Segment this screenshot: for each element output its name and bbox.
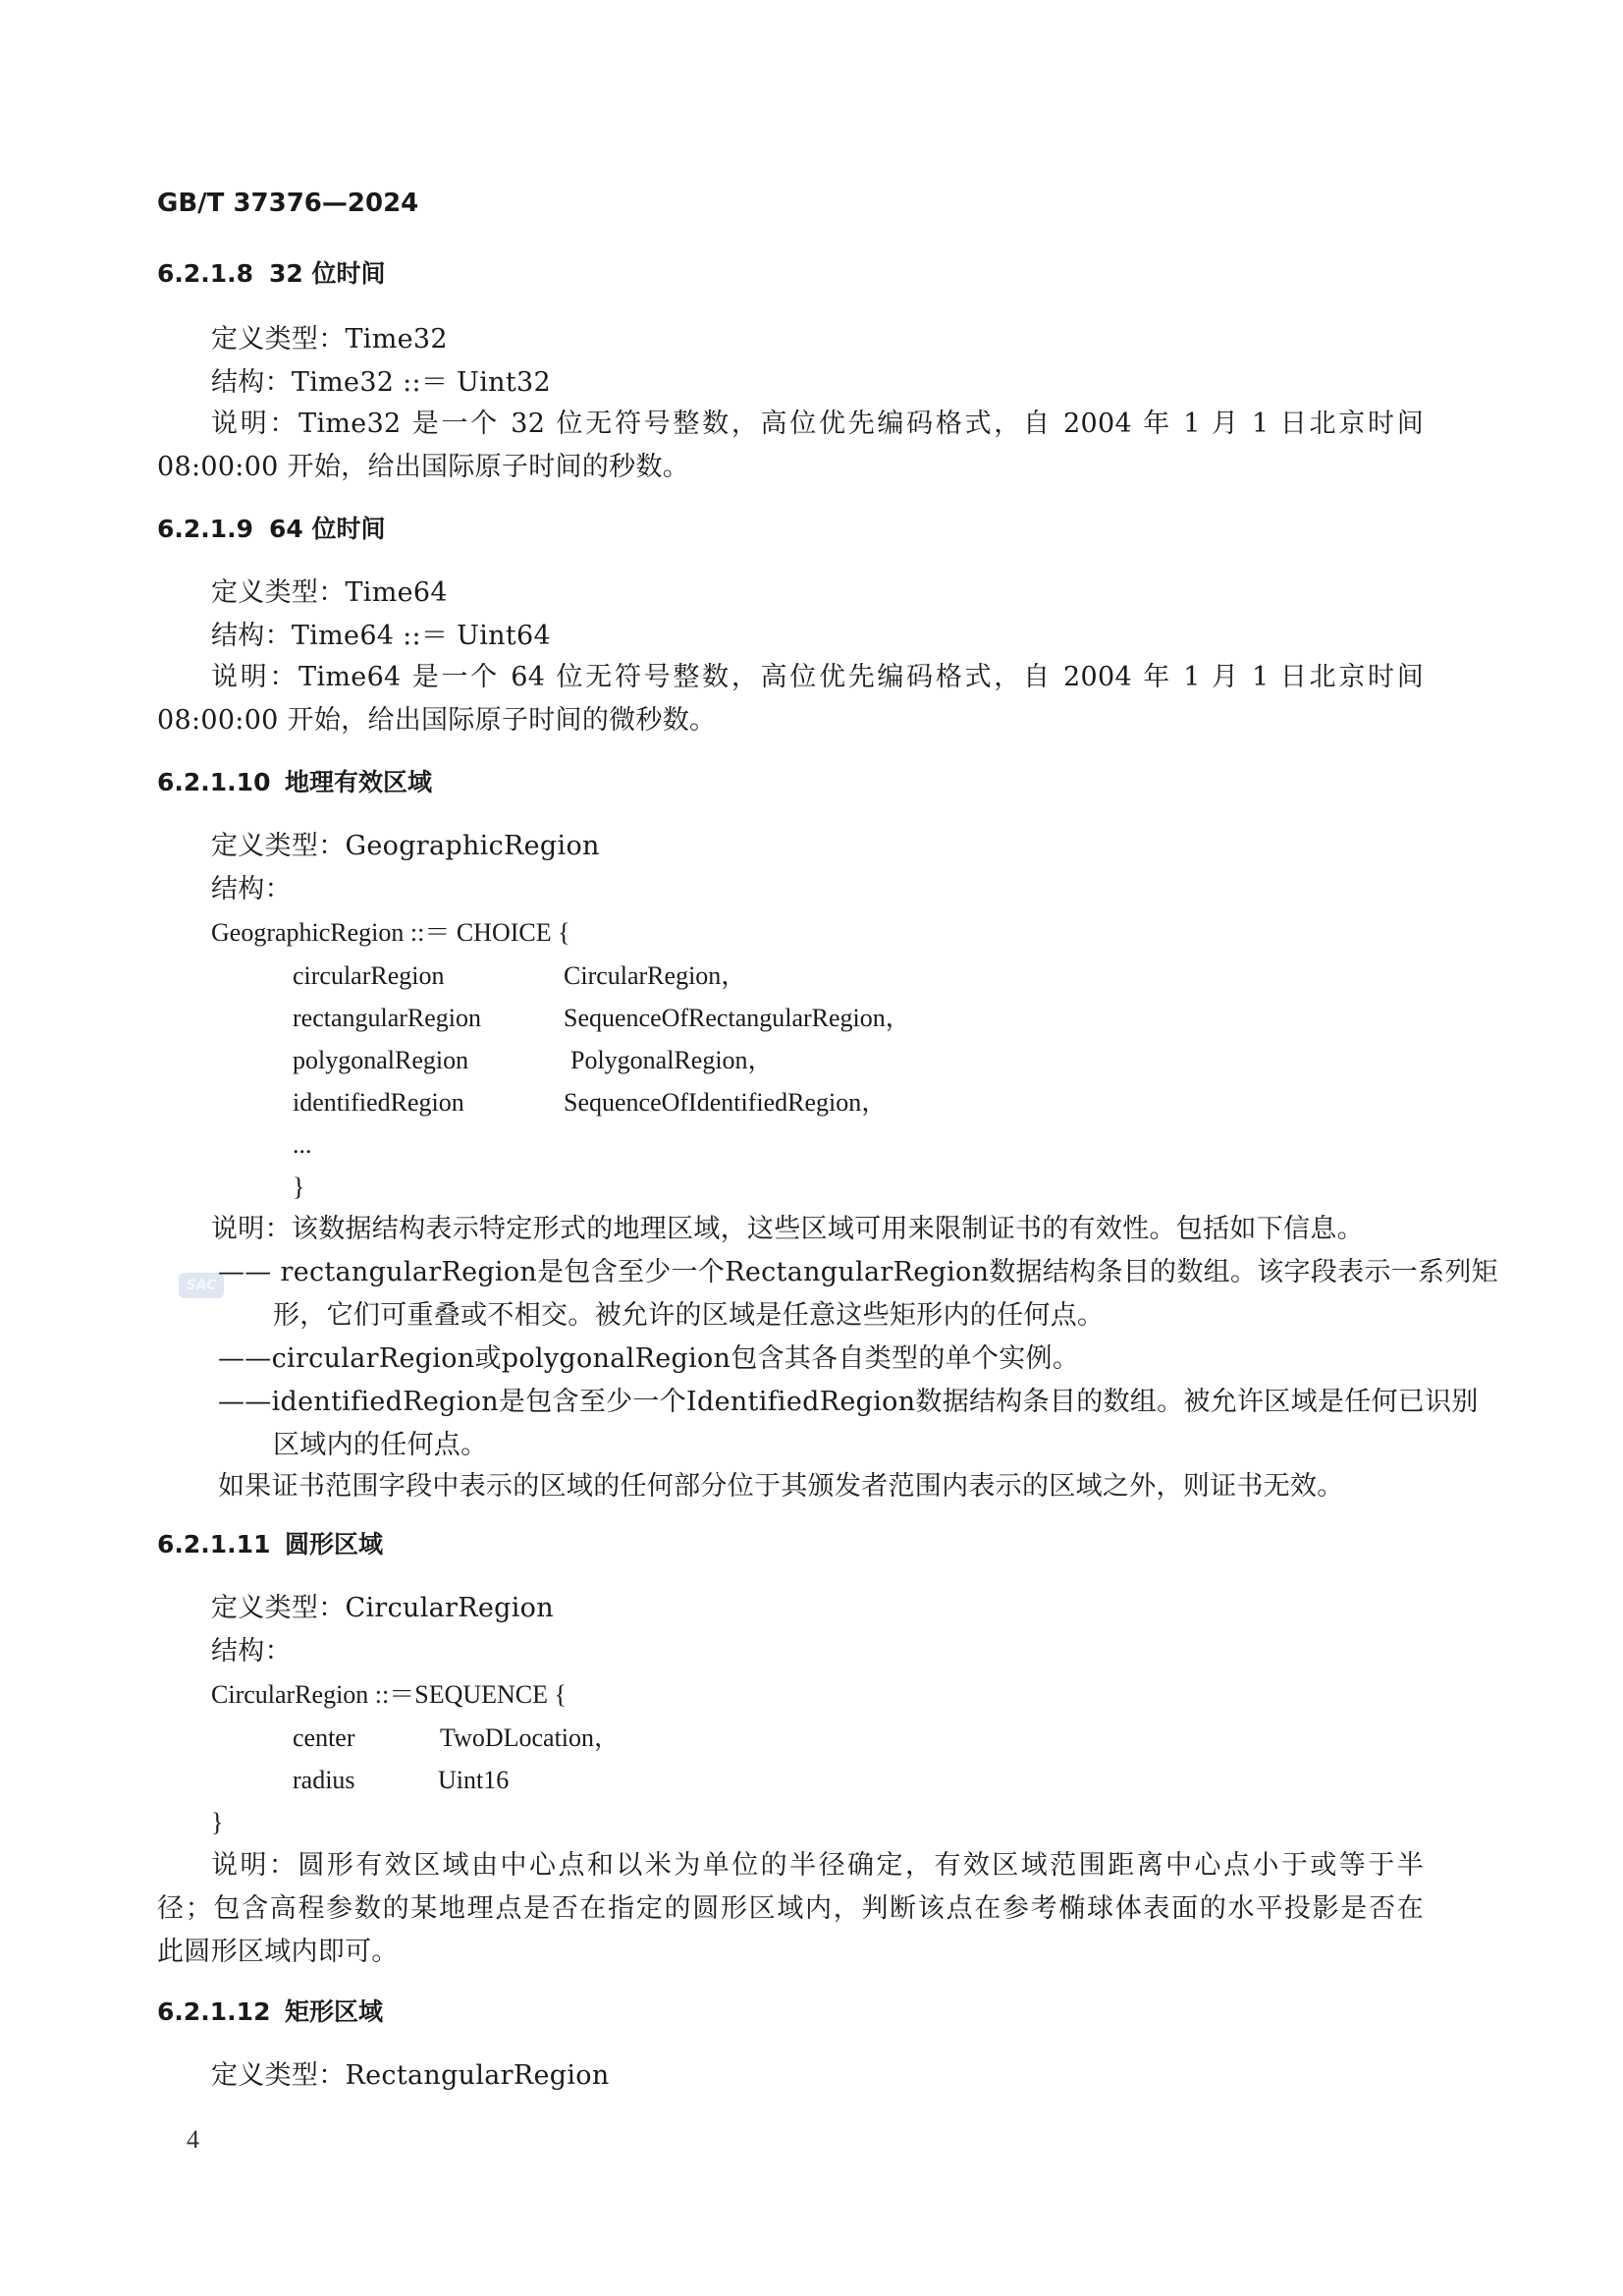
list-item-continuation: 区域内的任何点。: [273, 1430, 488, 1460]
description-line: 说明：该数据结构表示特定形式的地理区域，这些区域可用来限制证书的有效性。包括如下信息。: [211, 1214, 1364, 1244]
code-field: [293, 1001, 911, 1036]
structure-line: 结构：Time32 ::＝ Uint32: [211, 367, 551, 398]
description-line: 说明：Time64 是一个 64 位无符号整数，高位优先编码格式，自 2004 年 1 月 1 日北京时间: [211, 662, 1424, 692]
section-number: 6.2.1.10: [157, 768, 271, 796]
def-type-line: 定义类型：Time32: [211, 324, 448, 355]
code-field: [293, 958, 746, 994]
code-field: [293, 1043, 774, 1078]
field-type: Uint16: [438, 1766, 510, 1794]
list-item: ——identifiedRegion是包含至少一个IdentifiedRegion数据结构条目的数组。被允许区域是任何已识别: [218, 1387, 1479, 1417]
section-number: 6.2.1.11: [157, 1530, 271, 1558]
note-line: 如果证书范围字段中表示的区域的任何部分位于其颁发者范围内表示的区域之外，则证书无效。: [218, 1471, 1344, 1502]
code-field: [293, 1763, 509, 1798]
def-type-line: 定义类型：RectangularRegion: [211, 2060, 610, 2091]
description-line: 08:00:00 开始，给出国际原子时间的微秒数。: [157, 705, 717, 736]
field-type: CircularRegion，: [564, 961, 747, 990]
description-line: 说明：Time32 是一个 32 位无符号整数，高位优先编码格式，自 2004 年 1 月 1 日北京时间: [211, 409, 1424, 439]
section-heading-6218: [157, 257, 386, 291]
description-line: 说明：圆形有效区域由中心点和以米为单位的半径确定，有效区域范围距离中心点小于或等于半: [211, 1850, 1424, 1881]
section-title: 地理有效区域: [285, 768, 433, 796]
field-name: polygonalRegion: [293, 1046, 469, 1074]
section-title: 圆形区域: [285, 1530, 384, 1558]
structure-line: 结构：Time64 ::＝ Uint64: [211, 621, 551, 651]
section-heading-6219: [157, 513, 386, 546]
sac-watermark: SAC: [179, 1273, 224, 1298]
section-heading-62111: [157, 1528, 383, 1561]
code-field: [293, 1085, 887, 1121]
def-type-line: 定义类型：Time64: [211, 577, 448, 608]
section-title: 32 位时间: [269, 259, 386, 288]
code-close-brace: }: [211, 1808, 224, 1836]
list-item: ——circularRegion或polygonalRegion包含其各自类型的单个实例。: [218, 1343, 1080, 1374]
section-title: 矩形区域: [285, 1997, 384, 2026]
field-type: TwoDLocation，: [440, 1723, 621, 1752]
def-type-line: 定义类型：CircularRegion: [211, 1593, 554, 1623]
code-field: [293, 1721, 620, 1756]
field-name: center: [293, 1723, 355, 1752]
description-line: 径；包含高程参数的某地理点是否在指定的圆形区域内，判断该点在参考椭球体表面的水平投影是否在: [157, 1893, 1424, 1924]
code-head: CircularRegion ::＝SEQUENCE {: [211, 1680, 567, 1709]
section-number: 6.2.1.9: [157, 515, 254, 543]
section-heading-62112: [157, 1995, 383, 2029]
code-head: GeographicRegion ::＝ CHOICE {: [211, 918, 570, 947]
page-number: 4: [187, 2125, 199, 2154]
field-name: rectangularRegion: [293, 1004, 482, 1032]
description-line: 此圆形区域内即可。: [157, 1937, 399, 1967]
section-title: 64 位时间: [269, 515, 386, 543]
field-type: SequenceOfRectangularRegion，: [564, 1004, 911, 1032]
field-name: circularRegion: [293, 961, 445, 990]
list-item: —— rectangularRegion是包含至少一个RectangularRegion数据结构条目的数组。该字段表示一系列矩: [218, 1257, 1498, 1287]
description-line: 08:00:00 开始，给出国际原子时间的秒数。: [157, 452, 690, 482]
field-name: identifiedRegion: [293, 1088, 464, 1117]
standard-number: GB/T 37376—2024: [157, 189, 419, 218]
list-item-continuation: 形，它们可重叠或不相交。被允许的区域是任意这些矩形内的任何点。: [273, 1300, 1105, 1331]
section-heading-62110: [157, 766, 432, 799]
code-ellipsis: ...: [293, 1130, 312, 1159]
section-number: 6.2.1.12: [157, 1997, 271, 2026]
structure-label: 结构：: [211, 874, 292, 904]
structure-label: 结构：: [211, 1636, 292, 1667]
code-close-brace: }: [293, 1173, 305, 1201]
field-type: SequenceOfIdentifiedRegion，: [564, 1088, 888, 1117]
field-type: PolygonalRegion，: [570, 1046, 774, 1074]
section-number: 6.2.1.8: [157, 259, 254, 288]
field-name: radius: [293, 1766, 355, 1794]
def-type-line: 定义类型：GeographicRegion: [211, 831, 600, 861]
